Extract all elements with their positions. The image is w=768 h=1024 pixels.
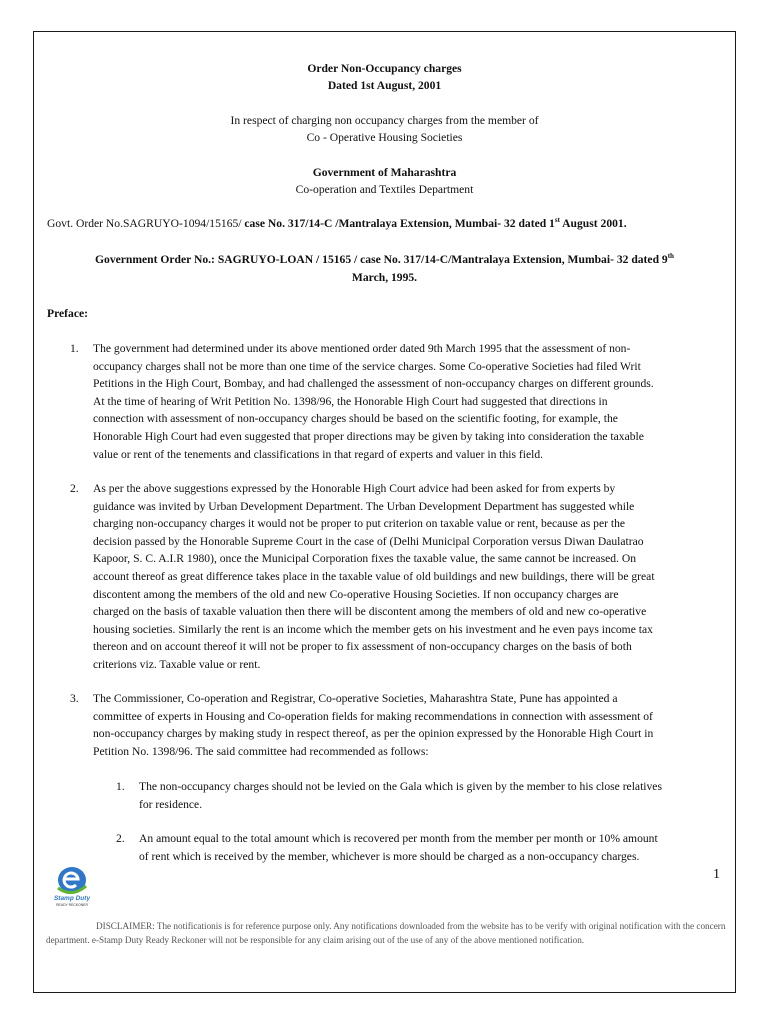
order-title: Order Non-Occupancy charges xyxy=(307,62,462,75)
disclaimer-text: DISCLAIMER: The notificationis is for reference purpose only. Any notifications downloaded from the website has to be verify with original notification with the concern department. e-Stamp Duty Ready Reckoner will not be responsible for any claim arising out of the use of any of the above mentioned notification. xyxy=(46,921,726,945)
sub-item-1-line: for residence. xyxy=(139,797,203,811)
order-date: Dated 1st August, 2001 xyxy=(327,79,442,92)
paragraph-2-line: criterions viz. Taxable value or rent. xyxy=(93,657,261,671)
paragraph-1-line: value or rent of the tenements and classifications in that regard of experts and valuer in this field. xyxy=(93,447,544,461)
logo-subtext: READY RECKONER xyxy=(56,903,88,907)
paragraph-3-line: The Commissioner, Co-operation and Registrar, Co-operative Societies, Maharashtra State, Pune has appointed a xyxy=(93,692,618,705)
paragraph-1-line: Honorable High Court had even suggested that proper directions may be given by taking into consideration the taxable xyxy=(93,429,644,443)
government-order-1995-line-2: March, 1995. xyxy=(351,271,418,284)
document-page xyxy=(33,31,736,993)
stamp-duty-logo xyxy=(48,864,96,908)
government-order-1995-line-1 xyxy=(34,251,735,268)
paragraph-1-line: connection with assessment of non-occupancy charges should be based on the scientific footing, for example, the xyxy=(93,412,618,426)
paragraph-1-line: At the time of hearing of Writ Petition No. 1398/96, the Honorable High Court had suggested that directions in xyxy=(93,394,608,408)
govt-order-sup: st xyxy=(554,216,560,225)
government-order-1995-sup: th xyxy=(667,252,674,261)
paragraph-2-line: thereon and on account thereof it will not be proper to fix assessment of non-occupancy charges on the basis of both xyxy=(93,640,632,654)
paragraph-1-line: The government had determined under its above mentioned order dated 9th March 1995 that the assessment of non- xyxy=(93,342,631,355)
department-name: Co-operation and Textiles Department xyxy=(295,183,474,196)
government-order-1995-text: Government Order No.: SAGRUYO-LOAN / 15165 / case No. 317/14-C/Mantralaya Extension, Mumbai- 32 dated 9 xyxy=(95,253,668,266)
preface-heading: Preface: xyxy=(47,307,88,320)
paragraph-2-line: decision passed by the Honorable Supreme Court in the case of (Delhi Municipal Corporation versus Diwan Daulatrao xyxy=(93,534,644,548)
paragraph-3-line: non-occupancy charges by making study in respect thereof, as per the opinion expressed by the Honorable High Court in xyxy=(93,727,654,741)
disclaimer xyxy=(46,920,726,947)
respect-line-2: Co - Operative Housing Societies xyxy=(306,131,463,144)
paragraph-1 xyxy=(93,340,723,463)
paragraph-2-line: discontent among the members of the old and new Co-operative Housing Societies. If non occupancy charges are xyxy=(93,587,619,601)
paragraph-2 xyxy=(93,480,723,674)
paragraph-3-number: 3. xyxy=(70,692,79,705)
sub-item-2 xyxy=(139,830,723,865)
sub-item-1-number: 1. xyxy=(116,780,125,793)
paragraph-2-line: As per the above suggestions expressed by the Honorable High Court advice had been asked for from experts by xyxy=(93,482,616,495)
paragraph-1-number: 1. xyxy=(70,342,79,355)
paragraph-2-line: charging non-occupancy charges it would not be proper to put criterion on taxable value or rent, because as per the xyxy=(93,517,626,531)
sub-item-1-line: The non-occupancy charges should not be levied on the Gala which is given by the member to his close relatives xyxy=(139,780,662,793)
paragraph-1-line: occupancy charges shall not be more than one time of the service charges. Some Co-operative Societies had filed Writ xyxy=(93,359,641,373)
sub-item-2-line: An amount equal to the total amount which is recovered per month from the member per month or 10% amount xyxy=(139,832,658,845)
paragraph-3-line: Petition No. 1398/96. The said committee had recommended as follows: xyxy=(93,744,429,758)
paragraph-1-line: Petitions in the High Court, Bombay, and had challenged the assessment of non-occupancy charges on different grounds. xyxy=(93,377,654,391)
logo-text: Stamp Duty xyxy=(53,895,91,902)
paragraph-2-line: guidance was invited by Urban Development Department. The Urban Development Department has suggested while xyxy=(93,499,635,513)
govt-order-reference xyxy=(47,215,727,232)
sub-item-2-line: of rent which is received by the member, whichever is more should be charged as a non-occupancy charges. xyxy=(139,849,640,863)
sub-item-2-number: 2. xyxy=(116,832,125,845)
paragraph-3-line: committee of experts in Housing and Co-operation fields for making recommendations in connection with assessment of xyxy=(93,709,653,723)
paragraph-2-number: 2. xyxy=(70,482,79,495)
government-name: Government of Maharashtra xyxy=(312,166,457,179)
paragraph-3 xyxy=(93,690,723,760)
govt-order-prefix: Govt. Order No.SAGRUYO-1094/15165/ xyxy=(47,217,242,230)
paragraph-2-line: Kapoor, S. C. A.I.R 1980), once the Municipal Corporation fixes the taxable value, the same cannot be increased. On xyxy=(93,552,637,566)
page-number: 1 xyxy=(713,867,720,882)
sub-item-1 xyxy=(139,778,723,813)
paragraph-2-line: housing societies. Similarly the rent is an income which the member gets on his investment and he even pays income tax xyxy=(93,622,653,636)
govt-order-end: August 2001. xyxy=(559,217,627,230)
respect-line-1: In respect of charging non occupancy charges from the member of xyxy=(230,114,539,127)
paragraph-2-line: charged on the basis of taxable valuation then there will be discontent among the members of old and new co-operative xyxy=(93,605,647,619)
stamp-duty-logo-icon xyxy=(48,864,96,908)
govt-order-case: case No. 317/14-C /Mantralaya Extension, Mumbai- 32 dated 1 xyxy=(241,217,555,230)
paragraph-2-line: account thereof as great difference takes place in the taxable value of old buildings and new buildings, there will be great xyxy=(93,569,655,583)
